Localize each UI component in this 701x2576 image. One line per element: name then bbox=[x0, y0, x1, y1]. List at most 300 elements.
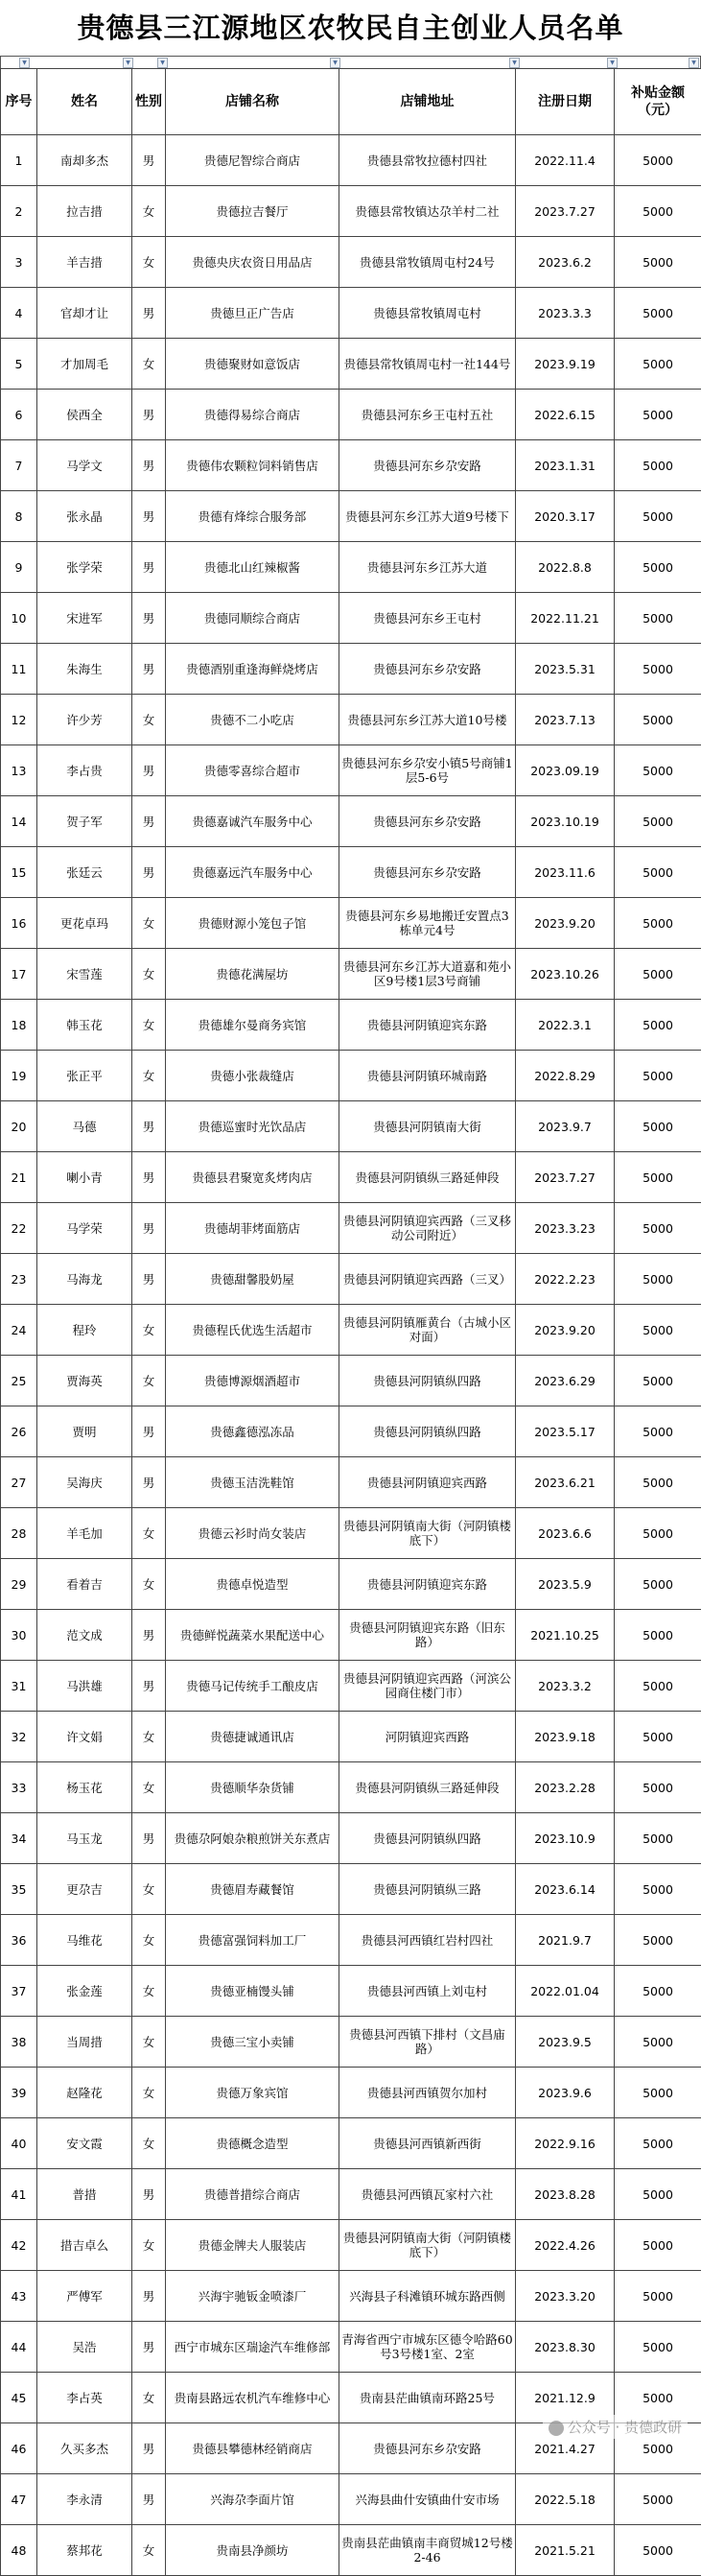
cell-subsidy: 5000 bbox=[615, 1305, 701, 1356]
cell-address: 贵德县常牧镇周屯村 bbox=[339, 288, 516, 339]
cell-address: 贵南县茫曲镇南环路25号 bbox=[339, 2373, 516, 2423]
table-row bbox=[1, 796, 701, 847]
cell-store: 贵德万象宾馆 bbox=[166, 2068, 339, 2118]
cell-store: 贵德得易综合商店 bbox=[166, 390, 339, 440]
cell-address: 贵德县河阴镇迎宾东路 bbox=[339, 1000, 516, 1051]
cell-seq: 44 bbox=[1, 2322, 37, 2373]
cell-seq: 29 bbox=[1, 1559, 37, 1610]
cell-date: 2023.6.21 bbox=[516, 1457, 615, 1508]
cell-address: 贵德县常牧镇达尕羊村二社 bbox=[339, 186, 516, 237]
cell-store: 贵德博源烟酒超市 bbox=[166, 1356, 339, 1406]
cell-name: 张永晶 bbox=[37, 491, 132, 542]
cell-store: 贵德北山红辣椒酱 bbox=[166, 542, 339, 593]
cell-name: 更花卓玛 bbox=[37, 898, 132, 949]
table-row bbox=[1, 186, 701, 237]
cell-date: 2023.6.2 bbox=[516, 237, 615, 288]
table-row bbox=[1, 1661, 701, 1712]
cell-date: 2022.01.04 bbox=[516, 1966, 615, 2017]
cell-store: 兴海宇驰钣金喷漆厂 bbox=[166, 2271, 339, 2322]
cell-name: 朱海生 bbox=[37, 644, 132, 695]
cell-date: 2022.9.16 bbox=[516, 2118, 615, 2169]
cell-name: 贺子军 bbox=[37, 796, 132, 847]
cell-address: 贵德县河东乡易地搬迁安置点3栋单元4号 bbox=[339, 898, 516, 949]
cell-name: 赵隆花 bbox=[37, 2068, 132, 2118]
cell-date: 2020.3.17 bbox=[516, 491, 615, 542]
cell-date: 2023.7.27 bbox=[516, 186, 615, 237]
table-row bbox=[1, 1864, 701, 1915]
cell-gender: 女 bbox=[132, 2525, 166, 2576]
cell-subsidy: 5000 bbox=[615, 2373, 701, 2423]
cell-store: 贵德金牌夫人服装店 bbox=[166, 2220, 339, 2271]
cell-seq: 39 bbox=[1, 2068, 37, 2118]
cell-date: 2023.9.5 bbox=[516, 2017, 615, 2068]
cell-name: 措吉卓么 bbox=[37, 2220, 132, 2271]
cell-address: 兴海县子科滩镇环城东路西侧 bbox=[339, 2271, 516, 2322]
cell-address: 贵德县河东乡尕安路 bbox=[339, 644, 516, 695]
table-row bbox=[1, 1000, 701, 1051]
cell-name: 拉吉措 bbox=[37, 186, 132, 237]
cell-name: 李占英 bbox=[37, 2373, 132, 2423]
cell-name: 许少芳 bbox=[37, 695, 132, 745]
cell-store: 西宁市城东区瑞途汽车维修部 bbox=[166, 2322, 339, 2373]
cell-seq: 27 bbox=[1, 1457, 37, 1508]
cell-date: 2022.5.18 bbox=[516, 2474, 615, 2525]
cell-seq: 1 bbox=[1, 135, 37, 186]
table-row bbox=[1, 1152, 701, 1203]
cell-address: 贵德县河阴镇雁黄台（古城小区对面） bbox=[339, 1305, 516, 1356]
cell-name: 才加周毛 bbox=[37, 339, 132, 390]
cell-subsidy: 5000 bbox=[615, 237, 701, 288]
cell-gender: 女 bbox=[132, 1966, 166, 2017]
table-row bbox=[1, 745, 701, 796]
cell-subsidy: 5000 bbox=[615, 644, 701, 695]
cell-seq: 2 bbox=[1, 186, 37, 237]
cell-subsidy: 5000 bbox=[615, 2423, 701, 2474]
cell-subsidy: 5000 bbox=[615, 1610, 701, 1661]
header-row bbox=[1, 69, 701, 135]
cell-address: 贵德县河西镇贺尔加村 bbox=[339, 2068, 516, 2118]
cell-date: 2023.3.20 bbox=[516, 2271, 615, 2322]
page-title: 贵德县三江源地区农牧民自主创业人员名单 bbox=[0, 0, 701, 56]
cell-date: 2023.2.28 bbox=[516, 1762, 615, 1813]
cell-seq: 13 bbox=[1, 745, 37, 796]
table-row bbox=[1, 1610, 701, 1661]
cell-seq: 17 bbox=[1, 949, 37, 1000]
cell-gender: 男 bbox=[132, 593, 166, 644]
cell-address: 贵德县河阴镇迎宾东路 bbox=[339, 1559, 516, 1610]
cell-address: 贵德县河阴镇纵四路 bbox=[339, 1406, 516, 1457]
cell-gender: 女 bbox=[132, 1305, 166, 1356]
cell-seq: 34 bbox=[1, 1813, 37, 1864]
cell-gender: 女 bbox=[132, 1000, 166, 1051]
cell-gender: 女 bbox=[132, 1915, 166, 1966]
cell-seq: 47 bbox=[1, 2474, 37, 2525]
cell-seq: 18 bbox=[1, 1000, 37, 1051]
cell-date: 2023.8.28 bbox=[516, 2169, 615, 2220]
cell-store: 贵德花满屋坊 bbox=[166, 949, 339, 1000]
cell-address: 贵德县河阴镇纵三路延伸段 bbox=[339, 1152, 516, 1203]
cell-gender: 男 bbox=[132, 135, 166, 186]
cell-date: 2022.2.23 bbox=[516, 1254, 615, 1305]
table-row bbox=[1, 1813, 701, 1864]
table-row bbox=[1, 593, 701, 644]
cell-seq: 8 bbox=[1, 491, 37, 542]
cell-address: 贵德县河阴镇迎宾西路 bbox=[339, 1457, 516, 1508]
cell-store: 贵德旦正广告店 bbox=[166, 288, 339, 339]
table-row bbox=[1, 288, 701, 339]
cell-gender: 男 bbox=[132, 440, 166, 491]
cell-store: 贵德亚楠馒头铺 bbox=[166, 1966, 339, 2017]
cell-date: 2022.3.1 bbox=[516, 1000, 615, 1051]
cell-gender: 男 bbox=[132, 847, 166, 898]
cell-address: 贵德县河东乡江苏大道 bbox=[339, 542, 516, 593]
cell-date: 2022.6.15 bbox=[516, 390, 615, 440]
cell-subsidy: 5000 bbox=[615, 2017, 701, 2068]
cell-date: 2023.10.19 bbox=[516, 796, 615, 847]
cell-store: 贵德县君聚宽炙烤肉店 bbox=[166, 1152, 339, 1203]
cell-gender: 男 bbox=[132, 491, 166, 542]
cell-seq: 12 bbox=[1, 695, 37, 745]
cell-store: 贵德巡蜜时光饮品店 bbox=[166, 1101, 339, 1152]
roster-table bbox=[0, 68, 701, 2576]
cell-address: 贵德县河东乡江苏大道10号楼 bbox=[339, 695, 516, 745]
cell-address: 贵德县河东乡江苏大道9号楼下 bbox=[339, 491, 516, 542]
table-row bbox=[1, 847, 701, 898]
cell-seq: 11 bbox=[1, 644, 37, 695]
cell-name: 看着吉 bbox=[37, 1559, 132, 1610]
cell-store: 贵德普措综合商店 bbox=[166, 2169, 339, 2220]
cell-date: 2021.12.9 bbox=[516, 2373, 615, 2423]
cell-address: 河阴镇迎宾西路 bbox=[339, 1712, 516, 1762]
cell-gender: 女 bbox=[132, 1508, 166, 1559]
cell-seq: 32 bbox=[1, 1712, 37, 1762]
header-seq: 序号 bbox=[1, 69, 37, 135]
table-row bbox=[1, 1051, 701, 1101]
table-row bbox=[1, 440, 701, 491]
table-row bbox=[1, 542, 701, 593]
cell-gender: 男 bbox=[132, 2169, 166, 2220]
cell-subsidy: 5000 bbox=[615, 2220, 701, 2271]
cell-name: 张学荣 bbox=[37, 542, 132, 593]
table-row bbox=[1, 1966, 701, 2017]
cell-seq: 20 bbox=[1, 1101, 37, 1152]
cell-address: 贵德县河阴镇迎宾东路（旧东路） bbox=[339, 1610, 516, 1661]
cell-address: 贵德县河东乡尕安路 bbox=[339, 2423, 516, 2474]
cell-address: 贵南县茫曲镇南丰商贸城12号楼2-46 bbox=[339, 2525, 516, 2576]
cell-date: 2023.9.6 bbox=[516, 2068, 615, 2118]
cell-seq: 41 bbox=[1, 2169, 37, 2220]
cell-seq: 14 bbox=[1, 796, 37, 847]
cell-name: 程玲 bbox=[37, 1305, 132, 1356]
cell-subsidy: 5000 bbox=[615, 1051, 701, 1101]
cell-date: 2023.11.6 bbox=[516, 847, 615, 898]
table-row bbox=[1, 2068, 701, 2118]
cell-subsidy: 5000 bbox=[615, 1915, 701, 1966]
cell-date: 2023.5.31 bbox=[516, 644, 615, 695]
cell-gender: 男 bbox=[132, 2423, 166, 2474]
cell-subsidy: 5000 bbox=[615, 695, 701, 745]
filter-dropdown-icon[interactable]: ▼ bbox=[157, 58, 168, 68]
cell-subsidy: 5000 bbox=[615, 1457, 701, 1508]
cell-subsidy: 5000 bbox=[615, 1508, 701, 1559]
table-row bbox=[1, 135, 701, 186]
cell-store: 贵德马记传统手工酿皮店 bbox=[166, 1661, 339, 1712]
cell-store: 贵德雄尔曼商务宾馆 bbox=[166, 1000, 339, 1051]
cell-gender: 女 bbox=[132, 1712, 166, 1762]
cell-subsidy: 5000 bbox=[615, 745, 701, 796]
table-row bbox=[1, 949, 701, 1000]
cell-store: 贵德酒别重逢海鲜烧烤店 bbox=[166, 644, 339, 695]
table-row bbox=[1, 2017, 701, 2068]
cell-date: 2022.8.8 bbox=[516, 542, 615, 593]
table-row bbox=[1, 2474, 701, 2525]
cell-gender: 女 bbox=[132, 1051, 166, 1101]
cell-store: 贵德央庆农资日用品店 bbox=[166, 237, 339, 288]
cell-subsidy: 5000 bbox=[615, 2322, 701, 2373]
cell-date: 2023.5.9 bbox=[516, 1559, 615, 1610]
cell-name: 官却才让 bbox=[37, 288, 132, 339]
filter-dropdown-icon[interactable]: ▼ bbox=[330, 58, 340, 68]
table-row bbox=[1, 2271, 701, 2322]
cell-gender: 女 bbox=[132, 898, 166, 949]
cell-date: 2023.7.27 bbox=[516, 1152, 615, 1203]
cell-store: 贵德胡菲烤面筋店 bbox=[166, 1203, 339, 1254]
cell-store: 贵南县净颜坊 bbox=[166, 2525, 339, 2576]
cell-name: 安文霞 bbox=[37, 2118, 132, 2169]
cell-gender: 女 bbox=[132, 949, 166, 1000]
table-row bbox=[1, 695, 701, 745]
cell-subsidy: 5000 bbox=[615, 339, 701, 390]
cell-address: 兴海县曲什安镇曲什安市场 bbox=[339, 2474, 516, 2525]
cell-name: 侯西全 bbox=[37, 390, 132, 440]
header-name: 姓名 bbox=[37, 69, 132, 135]
cell-subsidy: 5000 bbox=[615, 1152, 701, 1203]
cell-name: 张正平 bbox=[37, 1051, 132, 1101]
cell-seq: 36 bbox=[1, 1915, 37, 1966]
cell-store: 贵德富强饲料加工厂 bbox=[166, 1915, 339, 1966]
cell-subsidy: 5000 bbox=[615, 186, 701, 237]
cell-date: 2022.4.26 bbox=[516, 2220, 615, 2271]
cell-store: 贵德尕阿娘杂粮煎饼关东煮店 bbox=[166, 1813, 339, 1864]
cell-store: 贵德玉洁洗鞋馆 bbox=[166, 1457, 339, 1508]
table-row bbox=[1, 1406, 701, 1457]
cell-address: 青海省西宁市城东区德令哈路60号3号楼1室、2室 bbox=[339, 2322, 516, 2373]
table-row bbox=[1, 1712, 701, 1762]
table-row bbox=[1, 1305, 701, 1356]
cell-address: 贵德县河西镇瓦家村六社 bbox=[339, 2169, 516, 2220]
cell-seq: 45 bbox=[1, 2373, 37, 2423]
cell-subsidy: 5000 bbox=[615, 2525, 701, 2576]
cell-store: 贵德鑫德泓冻品 bbox=[166, 1406, 339, 1457]
cell-gender: 女 bbox=[132, 1762, 166, 1813]
cell-gender: 女 bbox=[132, 2373, 166, 2423]
cell-name: 李永清 bbox=[37, 2474, 132, 2525]
table-row bbox=[1, 1762, 701, 1813]
cell-date: 2023.3.3 bbox=[516, 288, 615, 339]
header-address: 店铺地址 bbox=[339, 69, 516, 135]
table-row bbox=[1, 898, 701, 949]
cell-subsidy: 5000 bbox=[615, 1661, 701, 1712]
cell-address: 贵德县河西镇红岩村四社 bbox=[339, 1915, 516, 1966]
cell-seq: 28 bbox=[1, 1508, 37, 1559]
cell-gender: 女 bbox=[132, 1559, 166, 1610]
cell-seq: 30 bbox=[1, 1610, 37, 1661]
cell-date: 2023.9.18 bbox=[516, 1712, 615, 1762]
cell-address: 贵德县河东乡尕安路 bbox=[339, 847, 516, 898]
cell-date: 2023.6.14 bbox=[516, 1864, 615, 1915]
cell-seq: 42 bbox=[1, 2220, 37, 2271]
cell-subsidy: 5000 bbox=[615, 1864, 701, 1915]
watermark bbox=[543, 2415, 688, 2439]
cell-subsidy: 5000 bbox=[615, 2474, 701, 2525]
table-row bbox=[1, 1559, 701, 1610]
cell-seq: 31 bbox=[1, 1661, 37, 1712]
header-subsidy: 补贴金额（元） bbox=[615, 69, 701, 135]
cell-date: 2023.9.19 bbox=[516, 339, 615, 390]
filter-dropdown-icon[interactable]: ▼ bbox=[123, 58, 133, 68]
cell-store: 贵德县攀德林经销商店 bbox=[166, 2423, 339, 2474]
cell-store: 贵德顺华杂货铺 bbox=[166, 1762, 339, 1813]
cell-seq: 9 bbox=[1, 542, 37, 593]
cell-subsidy: 5000 bbox=[615, 2271, 701, 2322]
cell-subsidy: 5000 bbox=[615, 1101, 701, 1152]
table-row bbox=[1, 1915, 701, 1966]
cell-store: 贵德尼智综合商店 bbox=[166, 135, 339, 186]
cell-store: 贵德不二小吃店 bbox=[166, 695, 339, 745]
cell-gender: 男 bbox=[132, 2322, 166, 2373]
cell-seq: 6 bbox=[1, 390, 37, 440]
cell-name: 李占贵 bbox=[37, 745, 132, 796]
cell-seq: 48 bbox=[1, 2525, 37, 2576]
cell-gender: 男 bbox=[132, 1457, 166, 1508]
cell-name: 吴海庆 bbox=[37, 1457, 132, 1508]
table-row bbox=[1, 2220, 701, 2271]
cell-date: 2023.7.13 bbox=[516, 695, 615, 745]
cell-date: 2022.8.29 bbox=[516, 1051, 615, 1101]
cell-store: 贵德甜馨股奶屋 bbox=[166, 1254, 339, 1305]
cell-name: 马洪雄 bbox=[37, 1661, 132, 1712]
filter-dropdown-icon[interactable]: ▼ bbox=[689, 58, 699, 68]
cell-subsidy: 5000 bbox=[615, 1813, 701, 1864]
watermark-text: 公众号 · 贵德政研 bbox=[568, 2419, 682, 2436]
table-row bbox=[1, 2525, 701, 2576]
cell-store: 贵德概念造型 bbox=[166, 2118, 339, 2169]
cell-date: 2023.6.29 bbox=[516, 1356, 615, 1406]
cell-store: 贵德嘉远汽车服务中心 bbox=[166, 847, 339, 898]
table-row bbox=[1, 2118, 701, 2169]
filter-dropdown-icon[interactable]: ▼ bbox=[509, 58, 520, 68]
cell-seq: 24 bbox=[1, 1305, 37, 1356]
cell-name: 喇小青 bbox=[37, 1152, 132, 1203]
cell-address: 贵德县河东乡尕安小镇5号商铺1层5-6号 bbox=[339, 745, 516, 796]
table-row bbox=[1, 2322, 701, 2373]
cell-address: 贵德县河阴镇南大街 bbox=[339, 1101, 516, 1152]
cell-gender: 男 bbox=[132, 796, 166, 847]
cell-name: 张金莲 bbox=[37, 1966, 132, 2017]
cell-date: 2023.3.2 bbox=[516, 1661, 615, 1712]
cell-address: 贵德县河阴镇迎宾西路（河滨公园商住楼门市） bbox=[339, 1661, 516, 1712]
table-row bbox=[1, 237, 701, 288]
cell-gender: 女 bbox=[132, 1864, 166, 1915]
cell-gender: 女 bbox=[132, 2068, 166, 2118]
table-row bbox=[1, 1254, 701, 1305]
cell-date: 2023.10.26 bbox=[516, 949, 615, 1000]
cell-subsidy: 5000 bbox=[615, 1762, 701, 1813]
cell-date: 2023.9.20 bbox=[516, 1305, 615, 1356]
cell-name: 杨玉花 bbox=[37, 1762, 132, 1813]
filter-row bbox=[0, 56, 701, 68]
cell-subsidy: 5000 bbox=[615, 1356, 701, 1406]
cell-store: 贵德伟农颗粒饲料销售店 bbox=[166, 440, 339, 491]
wechat-icon bbox=[549, 2421, 564, 2436]
cell-date: 2022.11.21 bbox=[516, 593, 615, 644]
cell-date: 2022.11.4 bbox=[516, 135, 615, 186]
cell-seq: 35 bbox=[1, 1864, 37, 1915]
cell-address: 贵德县常牧镇周屯村一社144号 bbox=[339, 339, 516, 390]
cell-date: 2023.9.20 bbox=[516, 898, 615, 949]
cell-address: 贵德县河东乡江苏大道嘉和苑小区9号楼1层3号商铺 bbox=[339, 949, 516, 1000]
cell-gender: 女 bbox=[132, 339, 166, 390]
cell-subsidy: 5000 bbox=[615, 796, 701, 847]
cell-gender: 男 bbox=[132, 1610, 166, 1661]
cell-seq: 22 bbox=[1, 1203, 37, 1254]
cell-subsidy: 5000 bbox=[615, 949, 701, 1000]
cell-name: 宋雪莲 bbox=[37, 949, 132, 1000]
cell-address: 贵德县河东乡王屯村五社 bbox=[339, 390, 516, 440]
cell-seq: 37 bbox=[1, 1966, 37, 2017]
table-row bbox=[1, 1457, 701, 1508]
header-date: 注册日期 bbox=[516, 69, 615, 135]
cell-name: 马德 bbox=[37, 1101, 132, 1152]
cell-seq: 38 bbox=[1, 2017, 37, 2068]
cell-store: 贵德同顺综合商店 bbox=[166, 593, 339, 644]
cell-store: 贵德有烽综合服务部 bbox=[166, 491, 339, 542]
cell-address: 贵德县河东乡王屯村 bbox=[339, 593, 516, 644]
cell-address: 贵德县河东乡尕安路 bbox=[339, 440, 516, 491]
cell-store: 兴海尕李面片馆 bbox=[166, 2474, 339, 2525]
cell-address: 贵德县河西镇下排村（文昌庙路） bbox=[339, 2017, 516, 2068]
cell-address: 贵德县河阴镇环城南路 bbox=[339, 1051, 516, 1101]
cell-store: 贵德聚财如意饭店 bbox=[166, 339, 339, 390]
cell-store: 贵德程氏优选生活超市 bbox=[166, 1305, 339, 1356]
table-row bbox=[1, 390, 701, 440]
filter-dropdown-icon[interactable]: ▼ bbox=[607, 58, 618, 68]
cell-address: 贵德县河阴镇纵四路 bbox=[339, 1813, 516, 1864]
cell-seq: 19 bbox=[1, 1051, 37, 1101]
cell-date: 2023.5.17 bbox=[516, 1406, 615, 1457]
cell-date: 2023.9.7 bbox=[516, 1101, 615, 1152]
cell-gender: 男 bbox=[132, 1813, 166, 1864]
cell-address: 贵德县常牧镇周屯村24号 bbox=[339, 237, 516, 288]
cell-gender: 女 bbox=[132, 1356, 166, 1406]
cell-name: 蔡邦花 bbox=[37, 2525, 132, 2576]
cell-subsidy: 5000 bbox=[615, 1559, 701, 1610]
cell-name: 羊毛加 bbox=[37, 1508, 132, 1559]
cell-date: 2021.10.25 bbox=[516, 1610, 615, 1661]
cell-gender: 男 bbox=[132, 644, 166, 695]
cell-address: 贵德县河阴镇迎宾西路（三叉移动公司附近） bbox=[339, 1203, 516, 1254]
cell-subsidy: 5000 bbox=[615, 898, 701, 949]
cell-date: 2021.4.27 bbox=[516, 2423, 615, 2474]
filter-dropdown-icon[interactable]: ▼ bbox=[19, 58, 30, 68]
cell-seq: 25 bbox=[1, 1356, 37, 1406]
cell-seq: 10 bbox=[1, 593, 37, 644]
cell-date: 2021.5.21 bbox=[516, 2525, 615, 2576]
cell-address: 贵德县河东乡尕安路 bbox=[339, 796, 516, 847]
cell-seq: 7 bbox=[1, 440, 37, 491]
table-row bbox=[1, 339, 701, 390]
cell-gender: 女 bbox=[132, 186, 166, 237]
